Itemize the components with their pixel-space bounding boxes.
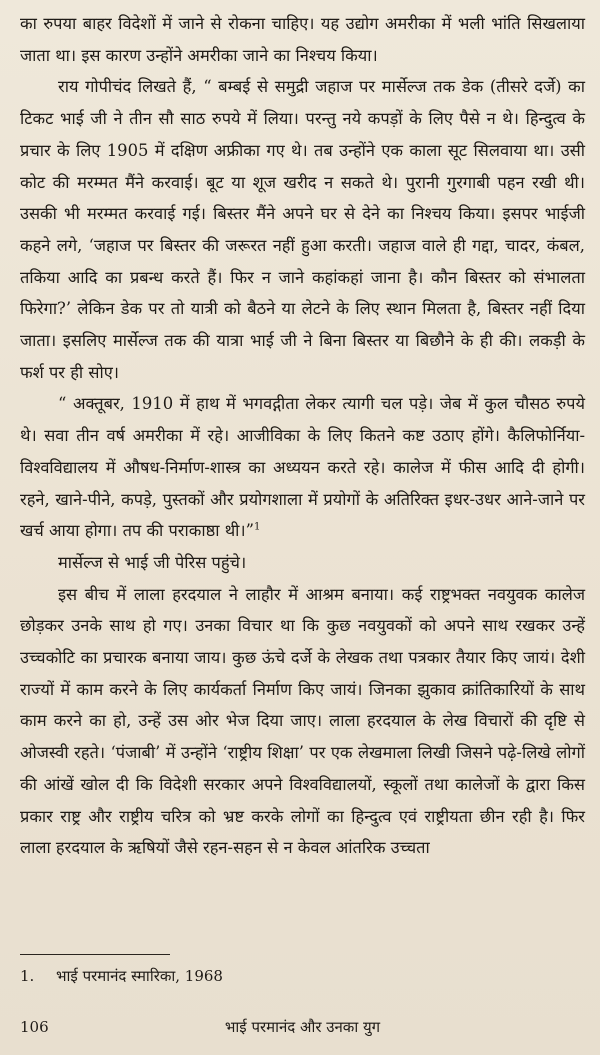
paragraph-3-text: “ अक्तूबर, 1910 में हाथ में भगवद्गीता लेकर त्यागी चल पड़े। जेब में कुल चौसठ रुपये थे। सवा तीन वर्ष अमरीका में रहे। आजीविका के लिए कितने कष्ट उठाए होंगे। कैलिफोर्निया-विश्वविद्यालय में औषध-निर्माण-शास्त्र का अध्ययन करते रहे। कालेज में फीस आदि दी होगी। रहने, खाने-पीने, कपड़े, पुस्तकों और प्रयोगशाला में प्रयोगों के अतिरिक्त इधर-उधर आने-जाने पर खर्च आया होगा। तप की पराकाष्ठा थी।” — [20, 394, 585, 541]
paragraph-5: इस बीच में लाला हरदयाल ने लाहौर में आश्रम बनाया। कई राष्ट्रभक्त नवयुवक कालेज छोड़कर उनके साथ हो गए। उनका विचार था कि कुछ नवयुवकों को अपने साथ रखकर उन्हें उच्चकोटि का प्रचारक बनाया जाय। कुछ ऊंचे दर्जे के लेखक तथा पत्रकार तैयार किए जायं। देशी राज्यों में काम करने के लिए कार्यकर्ता निर्माण किए जायं। जिनका झुकाव क्रांतिकारियों के साथ काम करने का हो, उन्हें उस ओर भेज दिया जाए। लाला हरदयाल के लेख विचारों की दृष्टि से ओजस्वी रहते। ‘पंजाबी’ में उन्होंने ‘राष्ट्रीय शिक्षा’ पर एक लेखमाला लिखी जिसने पढ़े-लिखे लोगों की आंखें खोल दी कि विदेशी सरकार अपने विश्वविद्यालयों, स्कूलों तथा कालेजों के द्वारा किस प्रकार राष्ट्र और राष्ट्रीय चरित्र को भ्रष्ट करके लोगों का हिन्दुत्व एवं राष्ट्रीयता छीन रही है। फिर लाला हरदयाल के ऋषियों जैसे रहन-सहन से न केवल आंतरिक उच्चता — [20, 584, 585, 858]
running-title: भाई परमानंद और उनका युग — [224, 1018, 381, 1036]
footnote — [20, 964, 580, 988]
paragraph-2: राय गोपीचंद लिखते हैं, “ बम्बई से समुद्री जहाज पर मार्सेल्ज तक डेक (तीसरे दर्जे) का टिकट भाई जी ने तीन सौ साठ रुपये में लिया। परन्तु नये कपड़ों के लिए पैसे न थे। हिन्दुत्व के प्रचार के लिए 1905 में दक्षिण अफ्रीका गए थे। तब उन्होंने एक काला सूट सिलवाया था। उसी कोट की मरम्मत मैंने करवाई। बूट या शूज खरीद न सकते थे। पुरानी गुरगाबी पहन रखी थी। उसकी भी मरम्मत करवाई गई। बिस्तर मैंने अपने घर से देने का निश्चय किया। इसपर भाईजी कहने लगे, ‘जहाज पर बिस्तर की जरूरत नहीं हुआ करती। जहाज वाले ही गद्दा, चादर, कंबल, तकिया आदि का प्रबन्ध करते हैं। फिर न जाने कहांकहां जाना है। कौन बिस्तर को संभालता फिरेगा?’ लेकिन डेक पर तो यात्री को बैठने या लेटने के लिए स्थान मिलता है, बिस्तर नहीं दिया जाता। इसलिए मार्सेल्ज तक की यात्रा भाई जी ने बिना बिस्तर या बिछौने के ही की। लकड़ी के फर्श पर ही सोए। — [20, 77, 585, 382]
paragraph-4: मार्सेल्ज से भाई जी पेरिस पहुंचे। — [58, 552, 247, 572]
footnote-divider — [20, 954, 170, 955]
footnote-text: भाई परमानंद स्मारिका, 1968 — [56, 967, 223, 985]
page-number: 106 — [20, 1018, 49, 1036]
body-text — [20, 8, 585, 864]
paragraph-3 — [20, 388, 585, 547]
footnote-number: 1. — [20, 967, 35, 985]
footnote-marker: 1 — [254, 521, 261, 533]
paragraph-1: का रुपया बाहर विदेशों में जाने से रोकना चाहिए। यह उद्योग अमरीका में भली भांति सिखलाया जाता था। इस कारण उन्होंने अमरीका जाने का निश्चय किया। — [20, 14, 585, 65]
